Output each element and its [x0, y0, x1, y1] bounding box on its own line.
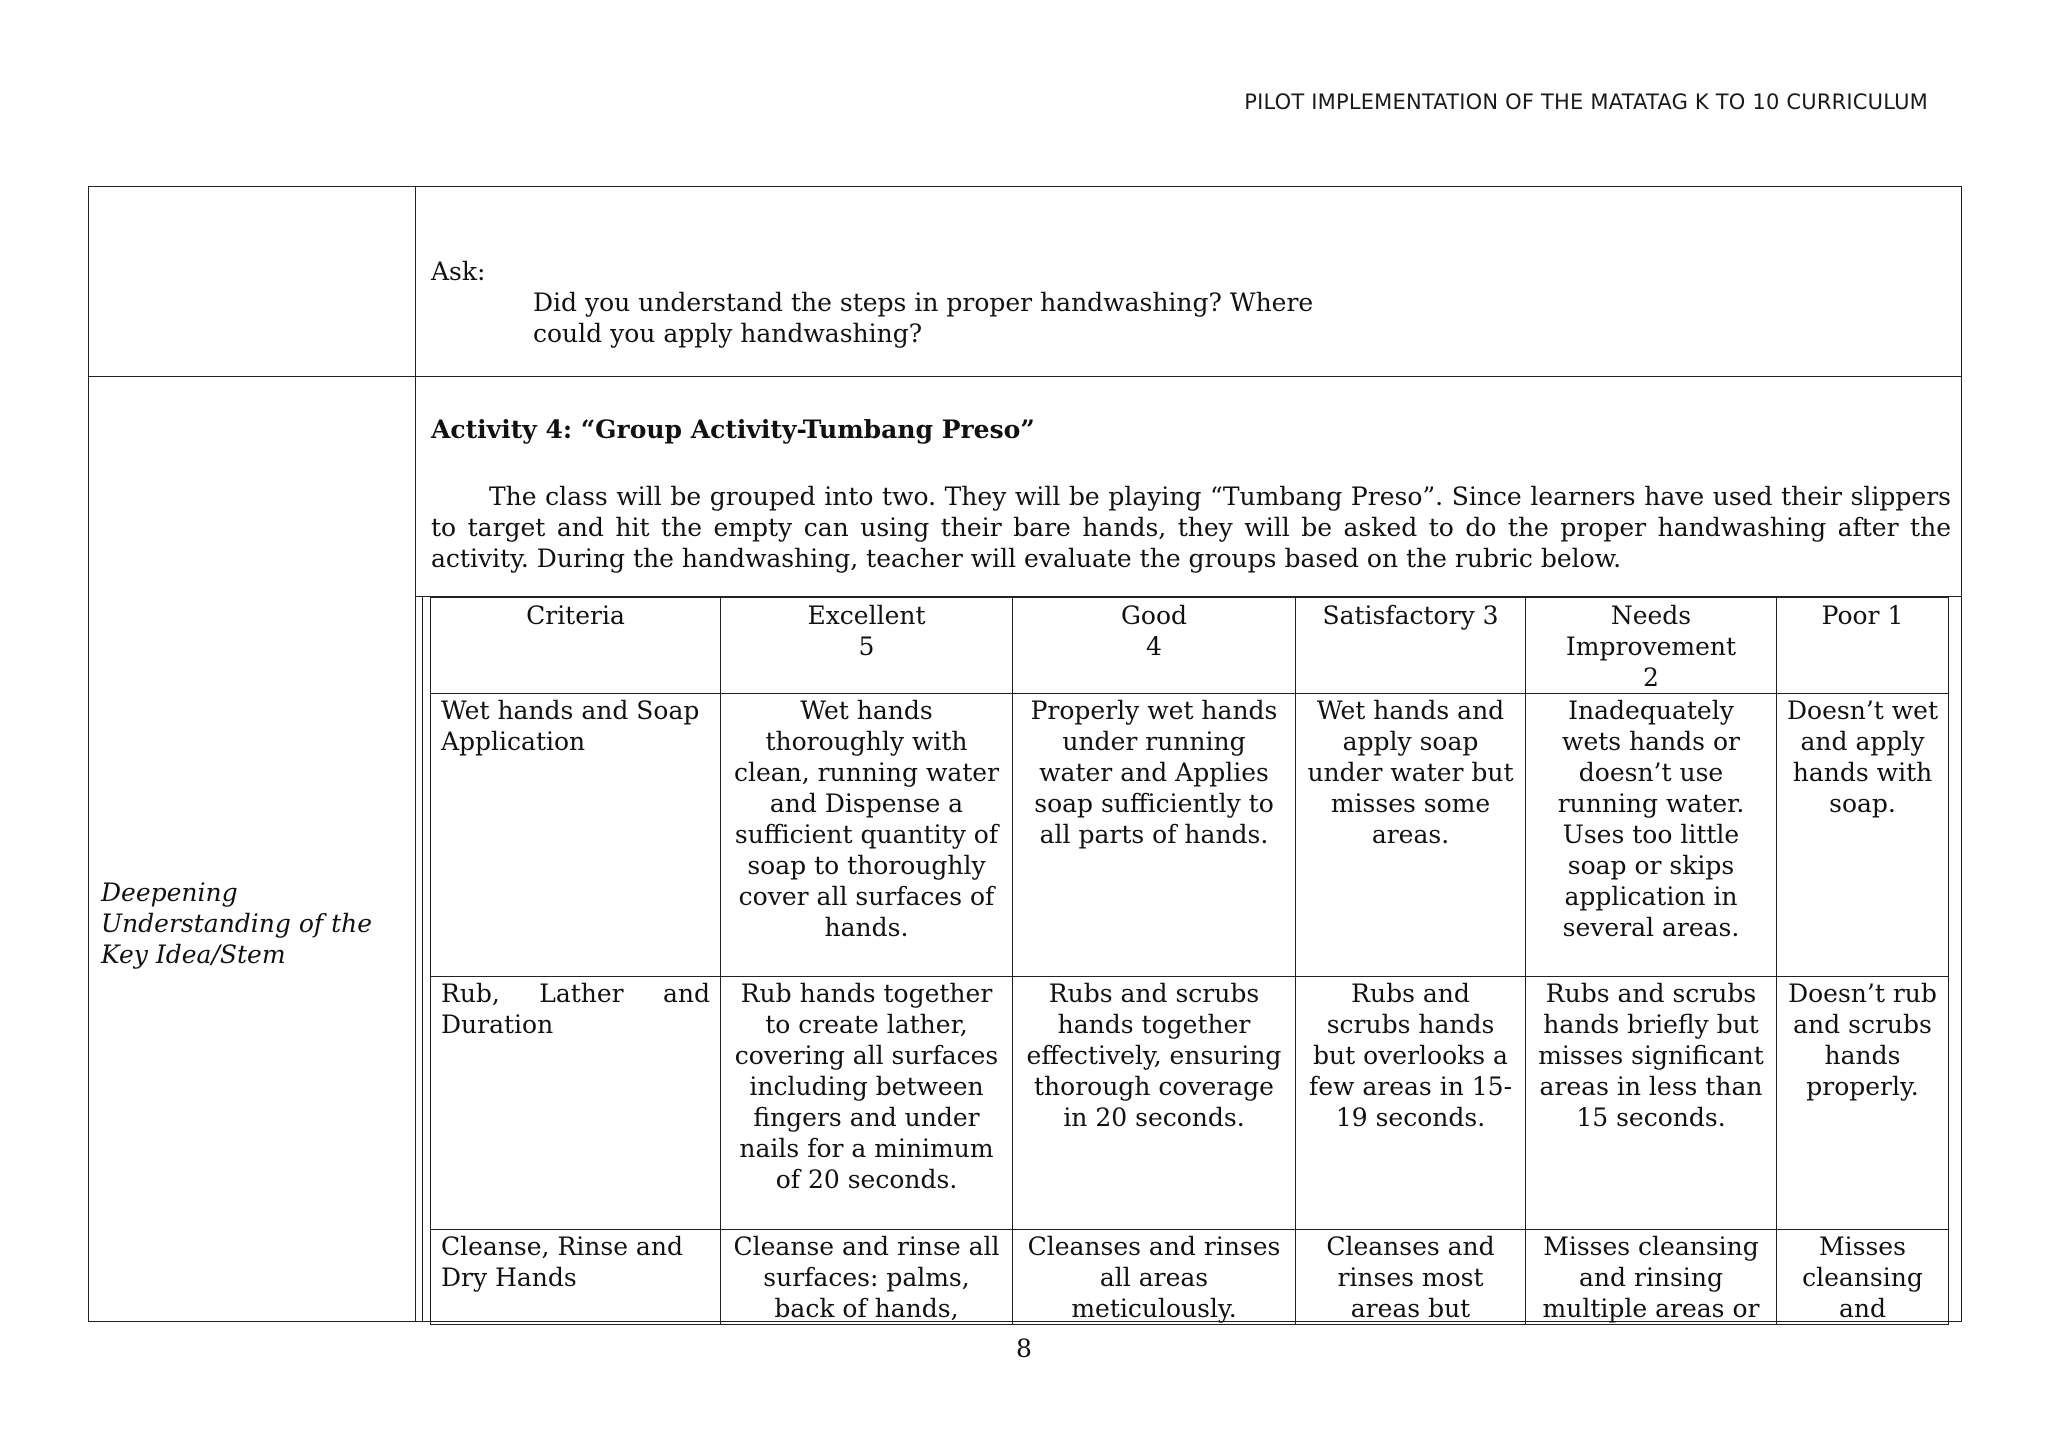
activity-title: Activity 4: “Group Activity-Tumbang Preso” [431, 415, 1035, 444]
excellent-cell: Rub hands together to create lather, covering all surfaces including between fingers and under nails for a minimum of 20 seconds. [721, 977, 1013, 1230]
criteria-cell: Wet hands and Soap Application [431, 694, 721, 977]
rubric-left-border [422, 597, 423, 1321]
needs-improvement-cell: Rubs and scrubs hands briefly but misses significant areas in less than 15 seconds. [1526, 977, 1777, 1230]
page-number: 8 [1016, 1334, 1032, 1363]
needs-improvement-cell: Misses cleansing and rinsing multiple areas or [1526, 1230, 1777, 1325]
ask-label: Ask: [431, 257, 486, 286]
satisfactory-cell: Wet hands and apply soap under water but misses some areas. [1296, 694, 1526, 977]
good-cell: Cleanses and rinses all areas meticulously. [1013, 1230, 1296, 1325]
header-good: Good 4 [1013, 598, 1296, 694]
lesson-table [88, 186, 1962, 1322]
excellent-cell: Cleanse and rinse all surfaces: palms, back of hands, [721, 1230, 1013, 1325]
row-divider [89, 376, 1961, 377]
excellent-cell: Wet hands thoroughly with clean, running water and Dispense a sufficient quantity of soap to thoroughly cover all surfaces of hands. [721, 694, 1013, 977]
criteria-cell: Cleanse, Rinse and Dry Hands [431, 1230, 721, 1325]
header-satisfactory: Satisfactory 3 [1296, 598, 1526, 694]
header-criteria: Criteria [431, 598, 721, 694]
good-cell: Properly wet hands under running water and Applies soap sufficiently to all parts of hands. [1013, 694, 1296, 977]
header-needs-improvement: Needs Improvement 2 [1526, 598, 1777, 694]
satisfactory-cell: Rubs and scrubs hands but overlooks a few areas in 15-19 seconds. [1296, 977, 1526, 1230]
table-row [431, 694, 1949, 977]
rubric-table [430, 597, 1949, 1325]
good-cell: Rubs and scrubs hands together effectively, ensuring thorough coverage in 20 seconds. [1013, 977, 1296, 1230]
satisfactory-cell: Cleanses and rinses most areas but [1296, 1230, 1526, 1325]
ask-question: Did you understand the steps in proper handwashing? Where could you apply handwashing? [533, 288, 1314, 348]
needs-improvement-cell: Inadequately wets hands or doesn’t use running water. Uses too little soap or skips application in several areas. [1526, 694, 1777, 977]
poor-cell: Misses cleansing and [1777, 1230, 1949, 1325]
activity-paragraph-text: The class will be grouped into two. They will be playing “Tumbang Preso”. Since learners have used their slippers to target and hit the empty can using their bare hands, they will be asked to do the proper handwashing after the activity. During the handwashing, teacher will evaluate the groups based on the rubric below. [431, 482, 1951, 573]
table-row [431, 977, 1949, 1230]
activity-paragraph [431, 481, 1951, 574]
header-excellent: Excellent 5 [721, 598, 1013, 694]
rubric-header-row [431, 598, 1949, 694]
column-divider [415, 187, 416, 1321]
section-label: Deepening Understanding of the Key Idea/Stem [101, 878, 373, 969]
poor-cell: Doesn’t wet and apply hands with soap. [1777, 694, 1949, 977]
header-poor: Poor 1 [1777, 598, 1949, 694]
document-header: PILOT IMPLEMENTATION OF THE MATATAG K TO 10 CURRICULUM [1244, 90, 1928, 114]
criteria-cell: Rub, Lather and Duration [431, 977, 721, 1230]
table-row [431, 1230, 1949, 1325]
poor-cell: Doesn’t rub and scrubs hands properly. [1777, 977, 1949, 1230]
